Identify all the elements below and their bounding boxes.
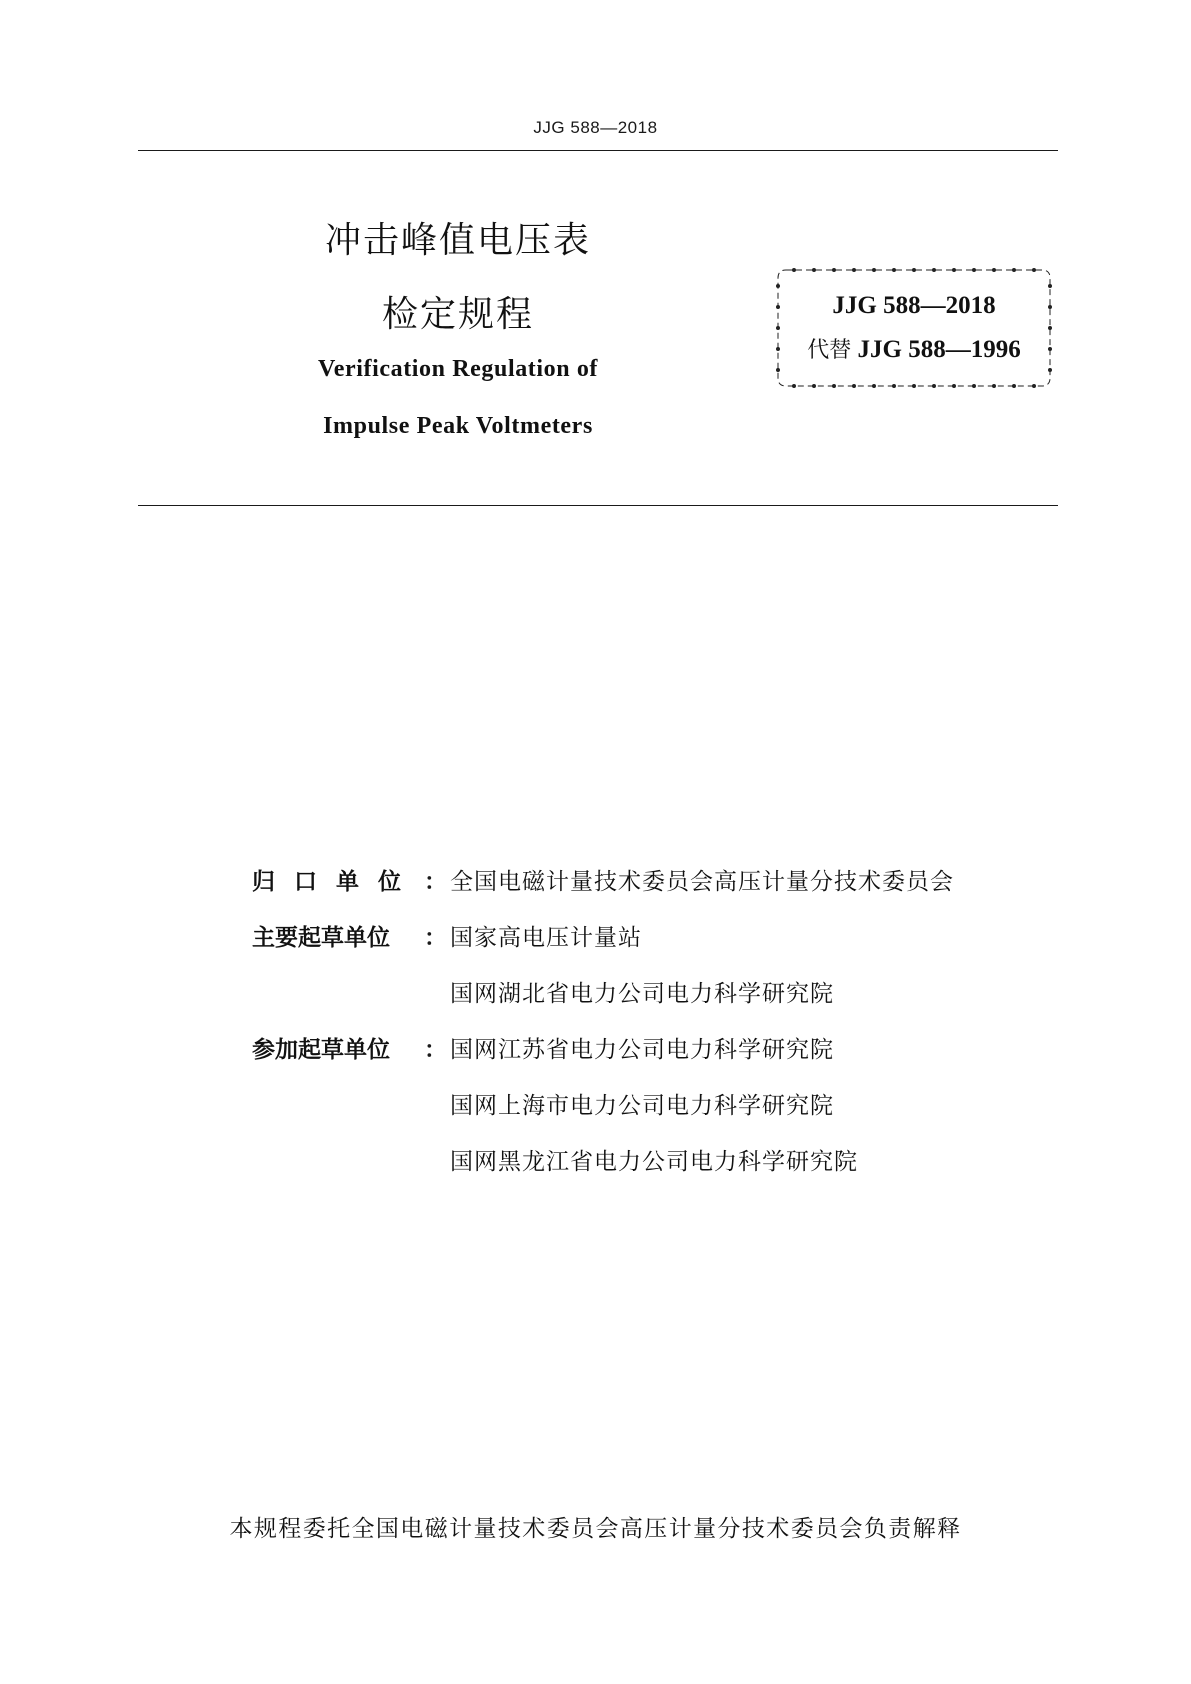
participating-drafting-row [252,1134,1072,1190]
title-cn-line2: 检定规程 [381,294,534,335]
border-dot [892,384,896,388]
border-dot [776,284,780,288]
main-drafting-label: 主要起草单位 [252,925,390,951]
border-dot [792,268,796,272]
main-drafting-row [252,966,1072,1022]
border-dot [792,384,796,388]
border-dot [952,384,956,388]
replaces-code-line [774,333,1054,364]
main-drafting-value: 国家高电压计量站 [450,925,642,951]
main-drafting-row [252,910,1072,966]
title-cn-line1: 冲击峰值电压表 [324,220,591,261]
border-dot [832,268,836,272]
border-dot [832,384,836,388]
border-dot [892,268,896,272]
border-dot [1048,284,1052,288]
border-dot [812,268,816,272]
border-dot [1012,384,1016,388]
border-dot [912,268,916,272]
participating-drafting-row [252,1078,1072,1134]
participating-drafting-row [252,1022,1072,1078]
border-dot [852,384,856,388]
participating-drafting-label: 参加起草单位 [252,1037,390,1063]
standard-code-box [774,266,1054,390]
decorative-border [774,266,1054,390]
border-dot [932,268,936,272]
border-dot [1032,268,1036,272]
top-divider [138,150,1058,151]
responsible-unit-label: 归口单位 [252,869,420,895]
replaces-prefix: 代替 [807,338,852,363]
border-dot [972,268,976,272]
responsible-unit-value: 全国电磁计量技术委员会高压计量分技术委员会 [450,869,954,895]
responsible-unit-row [252,854,1072,910]
participating-drafting-value: 国网上海市电力公司电力科学研究院 [450,1093,834,1119]
border-dot [812,384,816,388]
border-dot [872,384,876,388]
responsible-unit-colon: ： [424,869,447,895]
border-dot [852,268,856,272]
participating-drafting-value: 国网江苏省电力公司电力科学研究院 [450,1037,834,1063]
border-dot [776,326,780,330]
interpretation-note: 本规程委托全国电磁计量技术委员会高压计量分技术委员会负责解释 [229,1516,962,1542]
middle-divider [138,505,1058,506]
border-dot [952,268,956,272]
standard-code: JJG 588—2018 [832,292,996,319]
header-standard-code: JJG 588—2018 [533,118,658,137]
border-dot [992,268,996,272]
border-dot [1032,384,1036,388]
border-dot [1048,368,1052,372]
border-dot [1012,268,1016,272]
participating-drafting-value: 国网黑龙江省电力公司电力科学研究院 [450,1149,858,1175]
participating-drafting-colon: ： [424,1037,447,1063]
border-dot [872,268,876,272]
replaces-code: JJG 588—1996 [857,336,1021,363]
border-dot [992,384,996,388]
main-drafting-value: 国网湖北省电力公司电力科学研究院 [450,981,834,1007]
border-dot [912,384,916,388]
title-en-line1: Verification Regulation of [317,356,599,382]
border-dot [1048,326,1052,330]
border-dot [972,384,976,388]
border-dot [776,368,780,372]
main-drafting-colon: ： [424,925,447,951]
title-en-line2: Impulse Peak Voltmeters [323,413,593,439]
border-dot [932,384,936,388]
drafting-units [252,854,1072,1190]
